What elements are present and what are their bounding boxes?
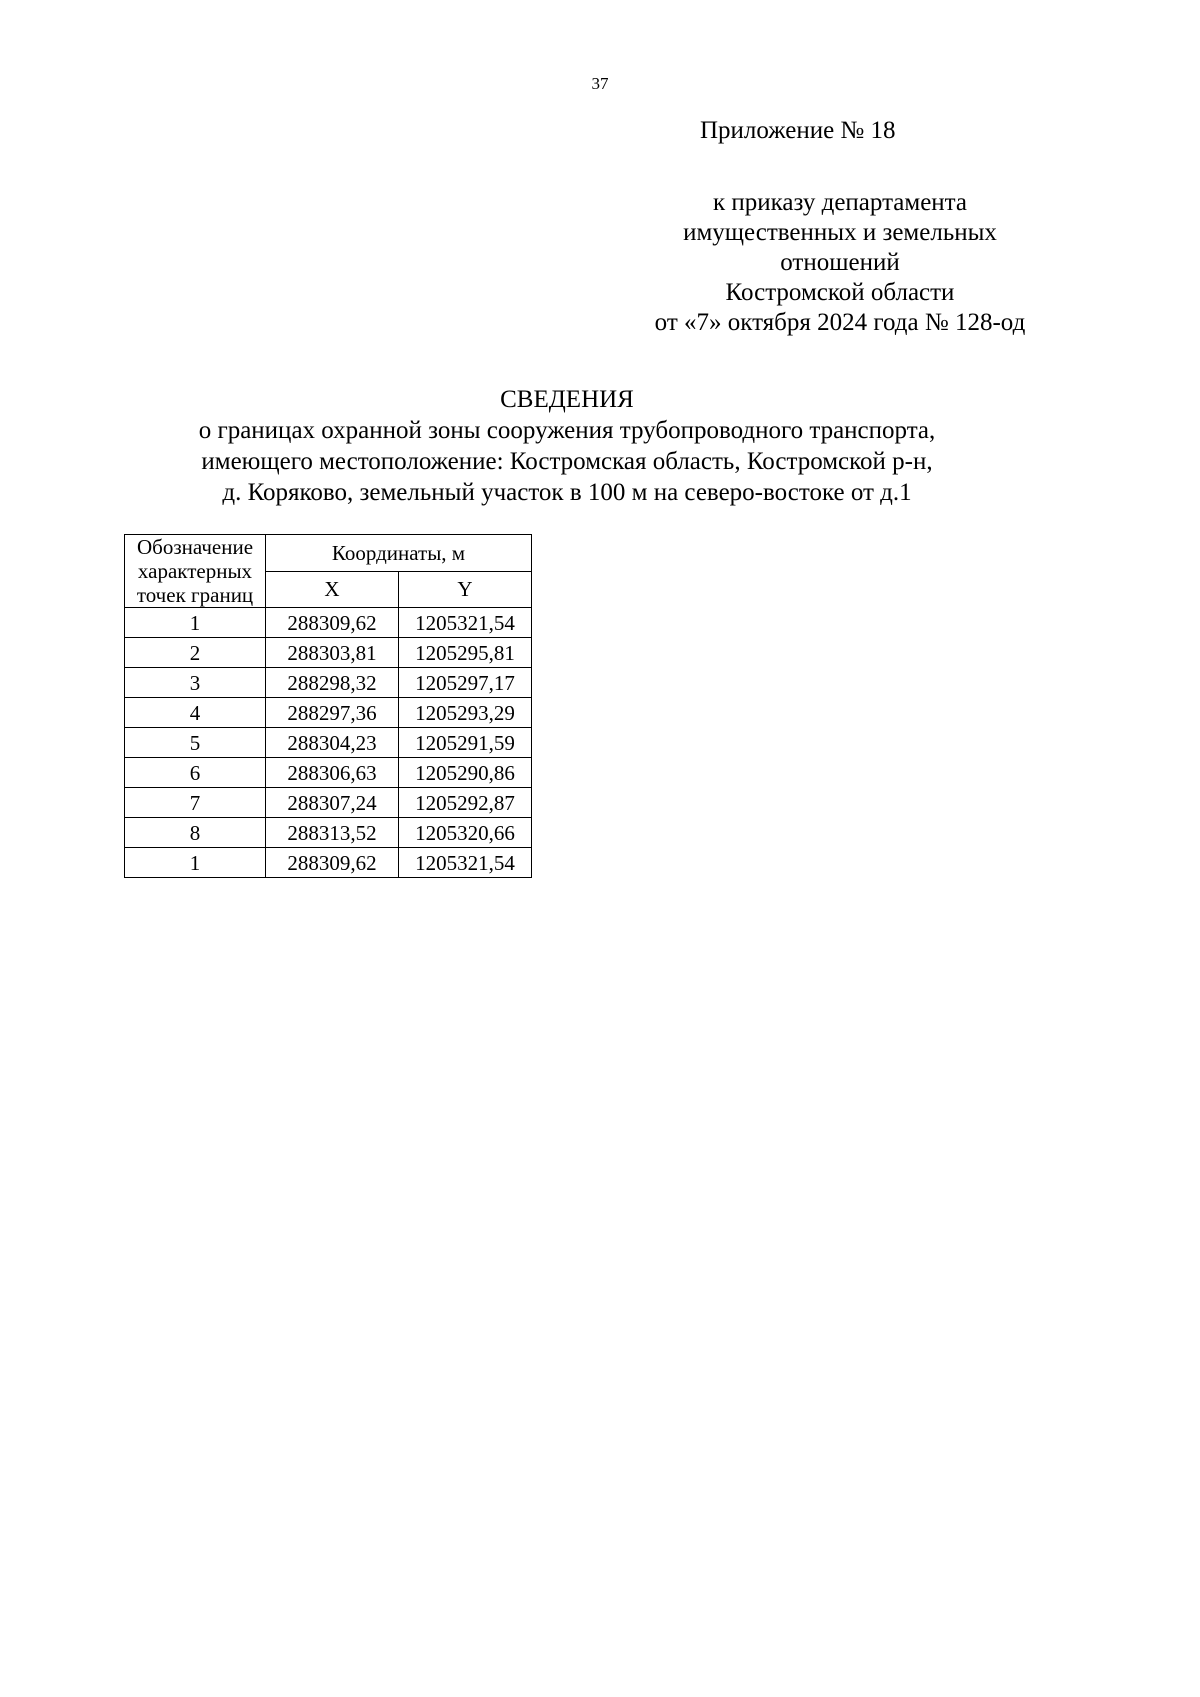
x-cell: 288298,32 [266,668,399,698]
point-header-line: точек границ [136,583,254,607]
point-cell: 8 [125,818,266,848]
appendix-line: Костромской области [725,279,955,306]
appendix-title: Приложение № 18 [700,117,896,144]
heading-line: д. Коряково, земельный участок в 100 м на северо-востоке от д.1 [222,479,912,506]
x-cell: 288303,81 [266,638,399,668]
table-row [125,848,532,878]
y-cell: 1205320,66 [399,818,532,848]
heading-line: о границах охранной зоны сооружения трубопроводного транспорта, [198,417,936,444]
page-number: 37 [591,74,609,93]
y-header: Y [399,571,532,608]
appendix-line: имущественных и земельных [683,219,997,246]
y-cell: 1205292,87 [399,788,532,818]
appendix-line: отношений [780,249,900,276]
point-header-line: характерных [137,559,253,583]
table-row [125,788,532,818]
table-row [125,698,532,728]
x-header: X [266,571,399,608]
appendix-line: от «7» октября 2024 года № 128-од [654,309,1026,336]
point-cell: 1 [125,848,266,878]
point-header-line: Обозначение [136,535,254,559]
document-title: СВЕДЕНИЯ [500,386,634,413]
table-row [125,728,532,758]
x-cell: 288306,63 [266,758,399,788]
point-cell: 4 [125,698,266,728]
point-cell: 7 [125,788,266,818]
table-row [125,638,532,668]
table-row [125,758,532,788]
point-header [125,535,266,608]
y-cell: 1205321,54 [399,848,532,878]
y-cell: 1205295,81 [399,638,532,668]
x-cell: 288309,62 [266,848,399,878]
heading-line: имеющего местоположение: Костромская область, Костромской р-н, [201,448,933,475]
point-cell: 5 [125,728,266,758]
document-heading [0,384,1134,508]
appendix-reference [540,188,1140,338]
y-cell: 1205290,86 [399,758,532,788]
point-cell: 3 [125,668,266,698]
point-cell: 6 [125,758,266,788]
x-cell: 288313,52 [266,818,399,848]
x-cell: 288297,36 [266,698,399,728]
x-cell: 288307,24 [266,788,399,818]
y-cell: 1205293,29 [399,698,532,728]
table-row [125,608,532,638]
table-row [125,668,532,698]
point-cell: 2 [125,638,266,668]
appendix-line: к приказу департамента [712,189,968,216]
coordinates-table [124,534,532,878]
table-row [125,818,532,848]
x-cell: 288309,62 [266,608,399,638]
coordinates-header: Координаты, м [266,535,532,572]
y-cell: 1205321,54 [399,608,532,638]
point-cell: 1 [125,608,266,638]
y-cell: 1205291,59 [399,728,532,758]
x-cell: 288304,23 [266,728,399,758]
y-cell: 1205297,17 [399,668,532,698]
